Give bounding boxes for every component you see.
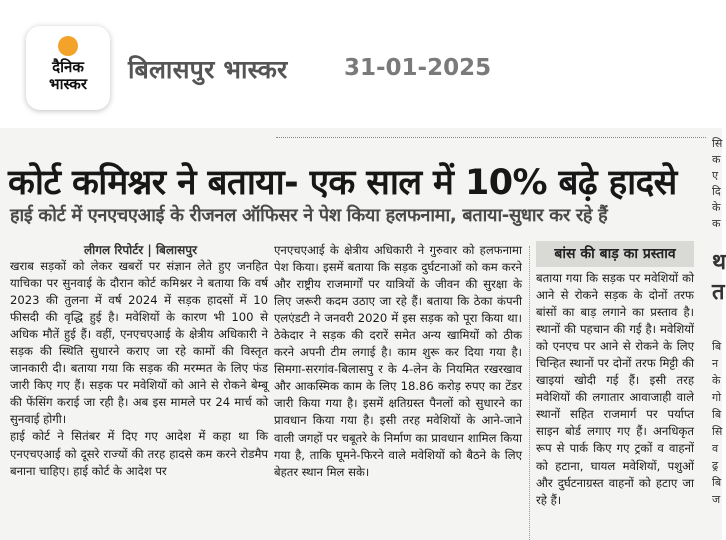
article-paragraph: खराब सड़कों को लेकर खबरों पर संज्ञान लेते हुए जनहित याचिका पर सुनवाई के दौरान कोर्ट कमिश्नर ने बताया कि वर्ष 2023 की तुलना में वर्ष 2024 में सड़क हादसों में 10 फीसदी की वृद्धि हुई है। मवेशियों के कारण भी 100 से अधिक मौतें हुई हैं। वहीं, एनएचएआई के क्षेत्रीय अधिकारी ने सड़क की स्थिति सुधारने कराए जा रहे कामों की विस्तृत जानकारी दी। बताया गया कि सड़क की मरम्मत के लिए फंड जारी किए गए हैं। सड़क पर मवेशियों को आने से रोकने बेम्बू की फेंसिंग कराई जा रही है। अब इस मामले पर 24 मार्च को सुनवाई होगी। bbox=[10, 259, 268, 427]
adjacent-article-fragment-heading bbox=[712, 248, 726, 308]
logo-text-line1: दैनिक bbox=[52, 58, 84, 76]
fragment-text: क bbox=[712, 217, 721, 230]
fragment-text: दि bbox=[712, 185, 721, 198]
fragment-text: ढ्र bbox=[712, 459, 719, 472]
fragment-text: व bbox=[712, 442, 719, 455]
sidebar-box-text-column bbox=[536, 270, 694, 540]
edition-name: बिलासपुर भास्कर bbox=[128, 55, 288, 84]
article-column-2 bbox=[274, 242, 522, 540]
fragment-text: त bbox=[712, 280, 725, 305]
fragment-text: सि bbox=[712, 425, 723, 438]
site-header bbox=[0, 0, 722, 128]
article-paragraph: एनएचएआई के क्षेत्रीय अधिकारी ने गुरुवार को हलफनामा पेश किया। इसमें बताया कि सड़क दुर्घटनाओं को कम करने और राष्ट्रीय राजमार्गों पर यात्रियों के जीवन की सुरक्षा के लिए जरूरी कदम उठाए जा रहे हैं। बताया कि ठेका कंपनी एलएंडटी ने जनवरी 2020 में इस सड़क को पूरा किया था। ठेकेदार ने सड़क की दरारें समेत अन्य खामियों को ठीक करने अपनी टीम लगाई है। काम शुरू कर दिया गया है। सिमगा-सरगांव-बिलासपु र के 4-लेन के नियमित रखरखाव और आकस्मिक काम के लिए 18.86 करोड़ रुपए का टेंडर जारी किया गया है। इसमें क्षतिग्रस्त पैनलों को सुधारने का प्रावधान किया गया है। इसी तरह मवेशियों के आने-जाने वाली जगहों पर चबूतरे के निर्माण का प्रावधान शामिल किया गया है, ताकि घूमने-फिरने वाले मवेशियों को बैठने के लिए बेहतर स्थान मिल सके। bbox=[274, 243, 522, 479]
fragment-text: न bbox=[712, 357, 719, 370]
article-paragraph: हाई कोर्ट ने सितंबर में दिए गए आदेश में कहा था कि एनएचएआई को दूसरे राज्यों की तरह हादसे कम करने रोडमैप बनाना चाहिए। हाई कोर्ट के आदेश पर bbox=[10, 429, 268, 478]
fragment-text: गो bbox=[712, 391, 722, 404]
article-column-1 bbox=[10, 258, 268, 540]
fragment-text: बि bbox=[712, 408, 722, 421]
dotted-divider bbox=[276, 137, 706, 138]
fragment-text: थ bbox=[712, 250, 726, 275]
newspaper-clipping bbox=[0, 128, 726, 540]
fragment-text: सि bbox=[712, 137, 723, 150]
adjacent-article-fragment-top bbox=[712, 136, 722, 232]
fragment-text: ए bbox=[712, 169, 719, 182]
adjacent-article-fragment-bottom bbox=[712, 338, 722, 508]
sidebar-box-text: बताया गया कि सड़क पर मवेशियों को आने से रोकने सड़क के दोनों तरफ बांसों का बाड़ लगाने का प्रस्ताव है। स्थानों की पहचान की गई है। मवेशियों को एनएच पर आने से रोकने के लिए चिन्हित स्थानों पर दोनों तरफ मिट्टी की खाइयां खोदी गई हैं। इसी तरह मवेशियों की लगातार आवाजाही वाले स्थानों सहित राजमार्ग पर पर्याप्त साइन बोर्ड लगाए गए हैं। अनधिकृत रूप से पार्क किए गए ट्रकों व वाहनों को हटाना, घायल मवेशियों, पशुओं और दुर्घटनाग्रस्त वाहनों को हटाए जा रहे हैं। bbox=[536, 271, 694, 507]
dainik-bhaskar-logo[interactable] bbox=[26, 26, 110, 110]
column-separator bbox=[529, 246, 530, 540]
fragment-text: ज bbox=[712, 493, 721, 506]
logo-text-line2: भास्कर bbox=[49, 75, 87, 93]
sun-icon bbox=[58, 36, 78, 56]
fragment-text: बि bbox=[712, 340, 722, 353]
sidebar-box-title: बांस की बाड़ का प्रस्ताव bbox=[536, 241, 694, 267]
fragment-text: के bbox=[712, 374, 721, 387]
article-byline: लीगल रिपोर्टर | बिलासपुर bbox=[84, 243, 197, 257]
fragment-text: क bbox=[712, 153, 721, 166]
article-headline: कोर्ट कमिश्नर ने बताया- एक साल में 10% बढ़े हादसे bbox=[8, 163, 677, 203]
edition-date: 31-01-2025 bbox=[344, 55, 492, 81]
fragment-text: बि bbox=[712, 476, 722, 489]
article-subheadline: हाई कोर्ट में एनएचएआई के रीजनल ऑफिसर ने पेश किया हलफनामा, बताया-सुधार कर रहे हैं bbox=[10, 205, 608, 226]
fragment-text: के bbox=[712, 201, 721, 214]
